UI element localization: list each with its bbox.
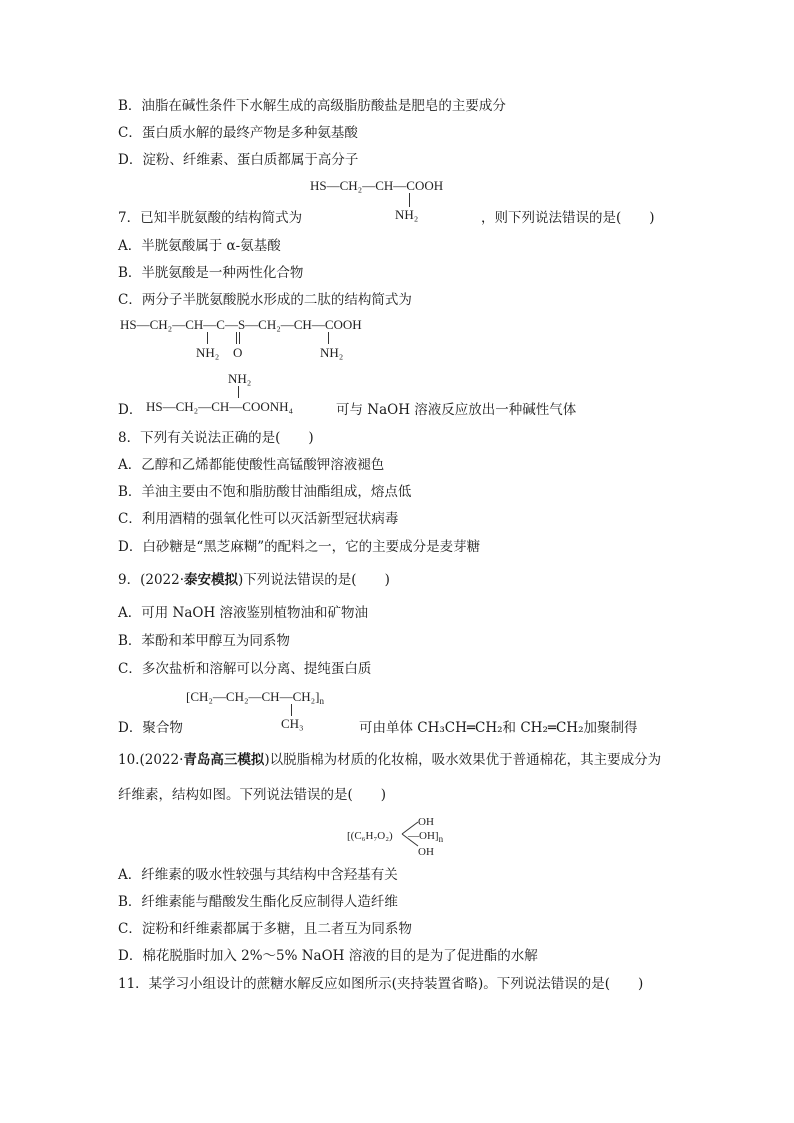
cellulose-n: n	[438, 834, 444, 844]
polymer-n: n	[319, 696, 324, 706]
option-b-oil: B．油脂在碱性条件下水解生成的高级脂肪酸盐是肥皂的主要成分	[118, 98, 506, 114]
option-7a: A．半胱氨酸属于 α-氨基酸	[118, 238, 281, 254]
option-10d: D．棉花脱脂时加入 2%～5% NaOH 溶液的目的是为了促进酯的水解	[118, 948, 538, 964]
dipeptide-oxygen: O	[233, 345, 243, 360]
question-10-paren: )	[380, 787, 387, 803]
option-9c: C．多次盐析和溶解可以分离、提纯蛋白质	[118, 661, 372, 677]
question-9-paren: )	[384, 572, 390, 588]
question-9-text: )下列说法错误的是(	[238, 572, 357, 588]
question-9-source: 泰安模拟	[184, 572, 239, 588]
question-7-suffix: ，则下列说法错误的是(	[481, 210, 622, 226]
question-11-text: 11．某学习小组设计的蔗糖水解反应如图所示(夹持装置省略)。下列说法错误的是(	[118, 976, 610, 992]
option-8a: A．乙醇和乙烯都能使酸性高锰酸钾溶液褪色	[118, 457, 385, 473]
option-7b: B．半胱氨酸是一种两性化合物	[118, 265, 304, 281]
dipeptide-double-bond-a	[236, 332, 237, 344]
question-10-line2	[118, 786, 386, 804]
ammonium-nh2: NH₂	[228, 371, 252, 386]
question-7-paren: )	[649, 210, 655, 226]
option-7d-text: 可与 NaOH 溶液反应放出一种碱性气体	[336, 402, 577, 418]
polymer-formula	[186, 690, 324, 708]
dipeptide-formula-top: HS—CH₂—CH—C—S—CH₂—CH—COOH	[120, 317, 362, 332]
option-7d-prefix: D．	[118, 402, 143, 418]
option-9d-text: 可由单体 CH₃CH═CH₂和 CH₂═CH₂加聚制得	[359, 720, 638, 736]
option-10c: C．淀粉和纤维素都属于多糖，且二者互为同系物	[118, 921, 412, 937]
polymer-methyl: CH₃	[281, 716, 304, 731]
question-11-stem	[118, 975, 643, 993]
ammonium-formula: HS—CH₂—CH—COONH₄	[146, 399, 294, 414]
cellulose-oh-mid-text: —OH]	[408, 830, 439, 842]
option-c-protein: C．蛋白质水解的最终产物是多种氨基酸	[118, 125, 358, 141]
question-10-number: 10.(2022·	[118, 752, 184, 768]
dipeptide-double-bond-b	[239, 332, 240, 344]
polymer-chain: [CH₂—CH₂—CH—CH₂]	[186, 689, 320, 704]
cellulose-oh-mid	[408, 829, 443, 846]
option-9a: A．可用 NaOH 溶液鉴别植物油和矿物油	[118, 605, 369, 621]
option-7c: C．两分子半胱氨酸脱水形成的二肽的结构简式为	[118, 292, 412, 308]
dipeptide-nh2-2: NH₂	[320, 345, 344, 360]
option-9d-prefix: D．聚合物	[118, 720, 183, 736]
question-8-text: 8．下列有关说法正确的是(	[118, 430, 281, 446]
question-8-paren: )	[308, 430, 314, 446]
polymer-bond	[291, 704, 292, 716]
option-8d: D．白砂糖是“黑芝麻糊”的配料之一，它的主要成分是麦芽糖	[118, 539, 481, 555]
option-9b: B．苯酚和苯甲醇互为同系物	[118, 633, 290, 649]
ammonium-bond	[238, 386, 239, 398]
cellulose-oh-bottom: OH	[418, 846, 434, 858]
question-10-line2-text: 纤维素，结构如图。下列说法错误的是(	[118, 787, 353, 803]
cysteine-formula-top: HS—CH₂—CH—COOH	[310, 178, 444, 193]
dipeptide-bond-2	[328, 332, 329, 344]
question-8-stem	[118, 429, 314, 447]
question-9-stem	[118, 571, 390, 589]
question-10-source: 青岛高三模拟	[183, 752, 265, 768]
dipeptide-bond-1	[207, 332, 208, 344]
question-10-stem	[118, 751, 661, 769]
option-10b: B．纤维素能与醋酸发生酯化反应制得人造纤维	[118, 894, 398, 910]
cysteine-formula-nh2: NH₂	[395, 207, 419, 222]
question-9-number: 9．(2022·	[118, 572, 185, 588]
option-d-polymer: D．淀粉、纤维素、蛋白质都属于高分子	[118, 152, 359, 168]
question-7-stem-end	[481, 209, 655, 227]
question-10-text: )以脱脂棉为材质的化妆棉，吸水效果优于普通棉花，其主要成分为	[264, 752, 662, 768]
cellulose-core: [(C₆H₇O₂)	[347, 830, 393, 842]
option-8b: B．羊油主要由不饱和脂肪酸甘油酯组成，熔点低	[118, 484, 412, 500]
cysteine-bond	[409, 193, 410, 207]
cellulose-oh-top: OH	[418, 816, 434, 828]
question-7-stem	[118, 209, 302, 227]
question-11-paren: )	[637, 976, 644, 992]
dipeptide-nh2-1: NH₂	[196, 345, 220, 360]
option-8c: C．利用酒精的强氧化性可以灭活新型冠状病毒	[118, 511, 399, 527]
question-7-prefix: 7．已知半胱氨酸的结构简式为	[118, 210, 303, 226]
option-10a: A．纤维素的吸水性较强与其结构中含羟基有关	[118, 867, 398, 883]
